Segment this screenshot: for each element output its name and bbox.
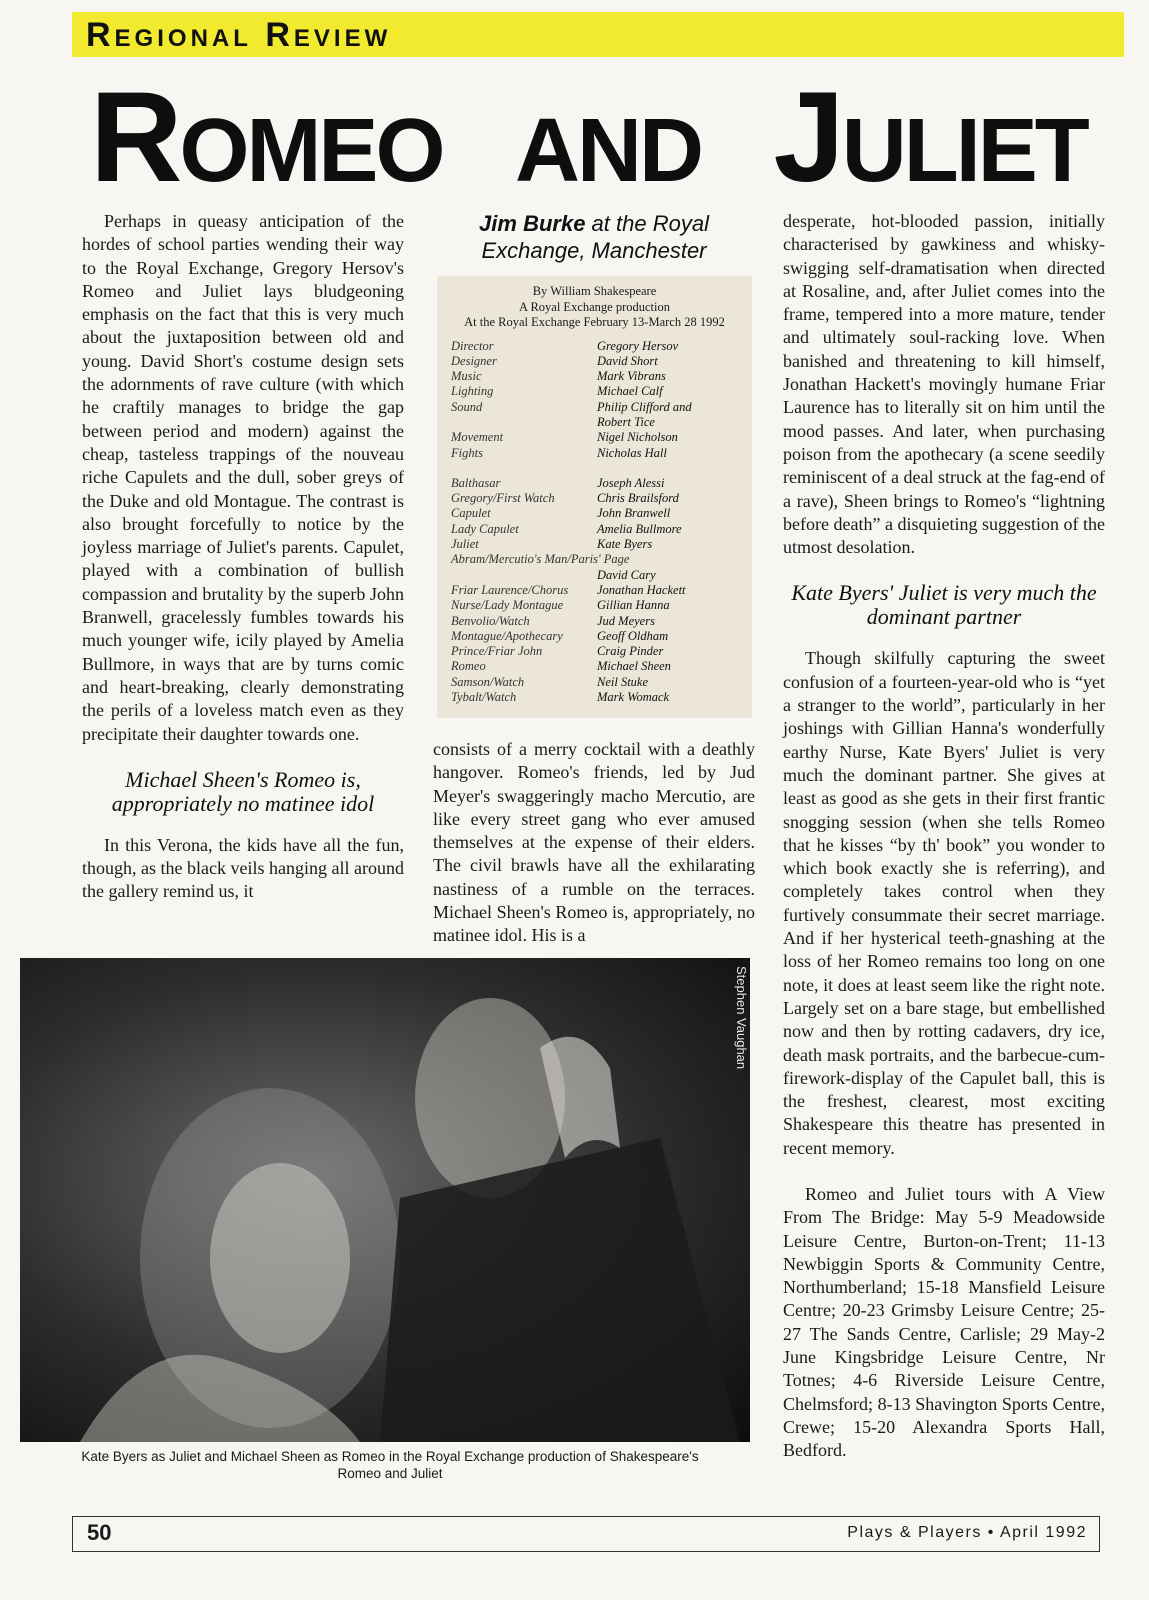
credit-role: Fights (451, 445, 483, 460)
credit-row (451, 675, 692, 690)
credit-row (451, 644, 692, 659)
credit-name: Jud Meyers (597, 613, 655, 628)
credit-row (451, 598, 692, 613)
credit-role: Designer (451, 353, 497, 368)
credit-name: Mark Vibrans (597, 369, 666, 384)
credits-header (437, 284, 752, 331)
credit-role (451, 415, 597, 430)
credit-role: Gregory/First Watch (451, 491, 555, 506)
byline-venue: at the Royal Exchange, Manchester (481, 211, 709, 263)
pull-quote: Michael Sheen's Romeo is, appropriately no matinee idol (111, 766, 375, 816)
credit-name: Mark Womack (597, 690, 670, 705)
credit-role: Lighting (451, 384, 494, 399)
credit-row (451, 369, 692, 384)
column-2 (433, 738, 755, 948)
production-photo (20, 958, 750, 1442)
credit-role: Director (451, 338, 494, 353)
credit-name: Gillian Hanna (597, 598, 670, 613)
magazine-issue: Plays & Players • April 1992 (847, 1524, 1087, 1541)
credit-role: Montague/Apothecary (451, 628, 563, 643)
credits-author: By William Shakespeare (532, 284, 657, 298)
credits-production: A Royal Exchange production (518, 299, 670, 314)
tour-dates: Romeo and Juliet tours with A View From The Bridge: May 5-9 Meadowside Leisure Centre, Burton-on-Trent; 11-13 Newbiggin Sports & Community Centre, Northumberland; 15-18 Mansfield Leisure Centre; 20-23 Grimsby Leisure Centre; 25-27 The Sands Centre, Carlisle; 29 May-2 June Kingsbridge Leisure Centre, Nr Totnes; 4-6 Riverside Leisure Centre, Chelmsford; 8-13 Shavington Sports Centre, Crewe; 15-20 Alexandra Sports Hall, Bedford. (783, 1183, 1105, 1461)
credit-name: Nicholas Hall (597, 445, 667, 460)
credit-row (451, 384, 692, 399)
photo-caption: Kate Byers as Juliet and Michael Sheen as Romeo in the Royal Exchange production of Shakespeare's Romeo and Juliet (81, 1449, 699, 1481)
byline (433, 210, 755, 264)
section-label: Regional Review (86, 16, 392, 54)
credit-name: Chris Brailsford (597, 491, 679, 506)
credit-role: Capulet (451, 506, 491, 521)
credit-name: Joseph Alessi (597, 475, 665, 490)
credit-role: Sound (451, 399, 483, 414)
credits-spacer (451, 461, 692, 476)
credit-name: Nigel Nicholson (597, 430, 678, 445)
credit-name: Geoff Oldham (597, 628, 669, 643)
photo-illustration (20, 958, 750, 1442)
credit-name: Kate Byers (597, 537, 653, 552)
credit-row (451, 491, 692, 506)
credit-role: Romeo (451, 659, 486, 674)
credits-box (437, 276, 752, 718)
credits-table (451, 339, 692, 706)
credit-name: Amelia Bullmore (597, 521, 682, 536)
credit-name: John Branwell (597, 506, 671, 521)
footer (72, 1516, 1100, 1552)
credits-dates: At the Royal Exchange February 13-March 28 1992 (464, 315, 725, 329)
credit-role: Abram/Mercutio's Man/Paris' Page (451, 552, 630, 567)
credit-name: Robert Tice (597, 414, 655, 429)
credit-row (451, 552, 692, 567)
credit-name: Craig Pinder (597, 644, 664, 659)
credit-role: Prince/Friar John (451, 644, 543, 659)
credit-name: Michael Calf (597, 384, 663, 399)
credit-role: Balthasar (451, 475, 501, 490)
credit-name: Jonathan Hackett (597, 582, 686, 597)
credit-row (451, 583, 692, 598)
paragraph: Though skilfully capturing the sweet confusion of a fourteen-year-old who is “yet a stranger to the world”, particularly in her joshings with Gillian Hanna's wonderfully earthy Nurse, Kate Byers' Juliet is very much the dominant partner. She gives at least as good as she gets in their first frantic snogging session (when she tells Romeo that he kisses “by th' book” you wonder to which book exactly she is referring), and completely takes control when they furtively consummate their secret marriage. And if her hysterical teeth-gnashing at the loss of her Romeo remains too long on one note, it does at least seem like the right note. Largely set on a bare stage, but embellished now and then by rotting cadavers, dry ice, death mask portraits, and the barbecue-cum-firework-display of the Capulet ball, this is the freshest, clearest, most exciting Shakespeare this theatre has presented in recent memory. (783, 648, 1105, 1158)
credit-role: Movement (451, 430, 504, 445)
paragraph: In this Verona, the kids have all the fun, though, as the black veils hanging all around the gallery remind us, it (82, 834, 404, 902)
byline-author: Jim Burke (479, 211, 586, 236)
credit-row (451, 690, 692, 705)
credit-role: Benvolio/Watch (451, 613, 530, 628)
credit-role: Friar Laurence/Chorus (451, 582, 569, 597)
credit-role: Lady Capulet (451, 521, 519, 536)
headline: Romeo and Juliet (90, 66, 1087, 209)
credit-row (451, 629, 692, 644)
credit-row (451, 446, 692, 461)
credit-row (451, 400, 692, 415)
column-3 (783, 210, 1105, 1463)
credit-row (451, 354, 692, 369)
column-1 (82, 210, 404, 904)
paragraph: Perhaps in queasy anticipation of the hordes of school parties wending their way to the Royal Exchange, Gregory Hersov's Romeo and Juliet lays bludgeoning emphasis on the fact that this is very much about the juxtaposition between old and young. David Short's costume design sets the adornments of rave culture (with which he craftily manages to bridge the gap between period and modern) against the cheap, tasteless trappings of the nouveau riche Capulets and the dull, sober greys of the Duke and old Montague. The contrast is also brought forcefully to notice by the joyless marriage of Juliet's parents. Capulet, played with a combination of bullish compassion and brutality by the superb John Branwell, gracelessly fumbles towards his much younger wife, icily played by Amelia Bullmore, in ways that are by turns comic and heart-breaking, clearly demonstrating the perils of a loveless match even as they precipitate their daughter towards one. (82, 211, 404, 744)
credit-role: Samson/Watch (451, 674, 525, 689)
credit-name: Gregory Hersov (597, 338, 679, 353)
credit-role (451, 568, 597, 583)
credit-name: David Cary (597, 567, 656, 582)
credit-row (451, 430, 692, 445)
page-number: 50 (87, 1520, 112, 1545)
pull-quote: Kate Byers' Juliet is very much the dominant partner (791, 580, 1097, 630)
credit-role: Nurse/Lady Montague (451, 598, 564, 613)
credit-role: Tybalt/Watch (451, 690, 517, 705)
credit-name: Michael Sheen (597, 659, 671, 674)
credit-row (451, 568, 692, 583)
credit-row (451, 537, 692, 552)
credit-row (451, 476, 692, 491)
credit-row (451, 522, 692, 537)
spacer-cell (451, 461, 692, 476)
credit-role: Music (451, 369, 482, 384)
credit-name: Philip Clifford and (597, 399, 692, 414)
credit-row (451, 415, 692, 430)
credit-role: Juliet (451, 537, 479, 552)
paragraph: desperate, hot-blooded passion, initially characterised by gawkiness and whisky-swigging self-dramatisation when directed at Rosaline, and, after Juliet comes into the frame, tempered into a more mature, tender and ultimately soul-racking love. When banished and threatening to kill himself, Jonathan Hackett's movingly humane Friar Laurence has to literally sit on him until the mood passes. And later, when purchasing poison from the apothecary (a scene seedily reminiscent of a deal struck at the fag-end of a rave), Sheen brings to Romeo's “lightning before death” a disquieting suggestion of the utmost desolation. (783, 211, 1105, 558)
credit-name: David Short (597, 353, 658, 368)
credit-row (451, 614, 692, 629)
paragraph: consists of a merry cocktail with a deathly hangover. Romeo's friends, led by Jud Meyer's swaggeringly macho Mercutio, are like every street gang who ever amused themselves at the expense of their elders. The civil brawls have all the exhilarating nastiness of a rumble on the terraces. Michael Sheen's Romeo is, appropriately, no matinee idol. His is a (433, 739, 755, 946)
credit-row (451, 339, 692, 354)
credit-row (451, 659, 692, 674)
photo-credit: Stephen Vaughan (734, 966, 749, 1070)
credit-row (451, 506, 692, 521)
credit-name: Neil Stuke (597, 674, 649, 689)
